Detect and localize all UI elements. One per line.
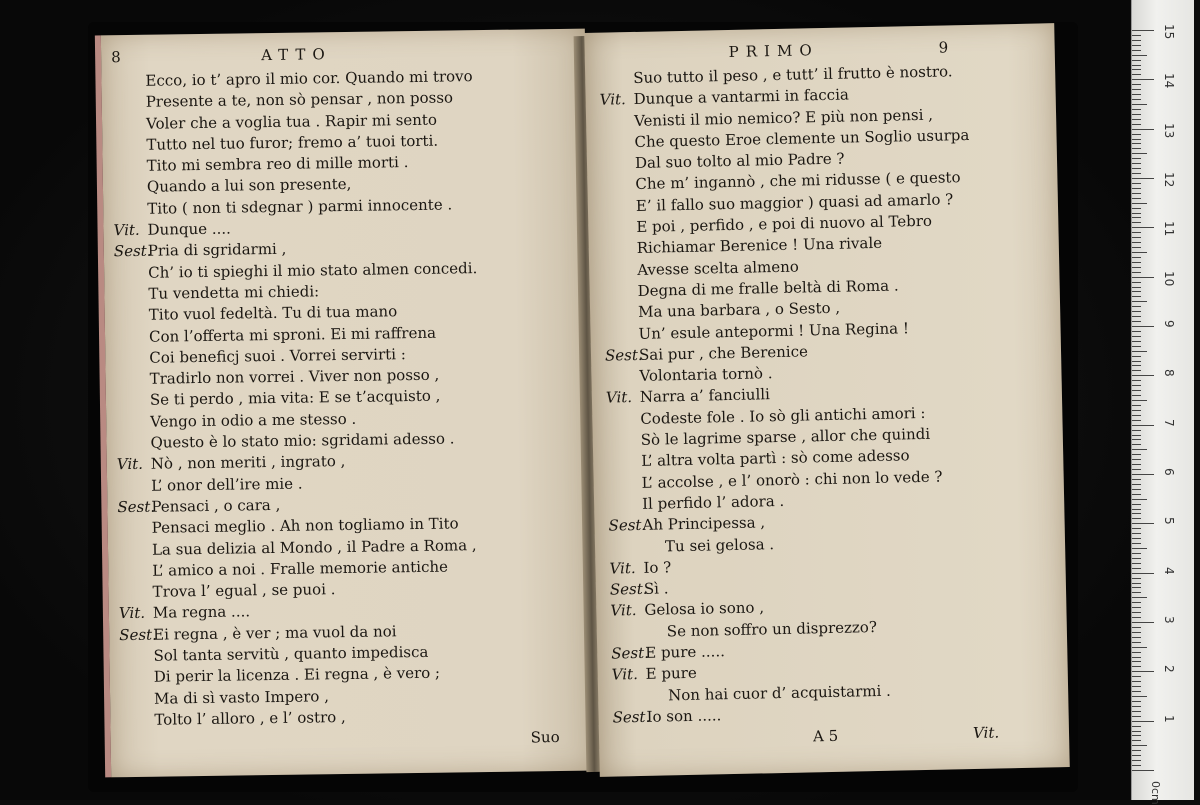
verse-text: Ah Principessa , [642,514,765,535]
verse-text: Tradirlo non vorrei . Viver non posso , [150,366,440,388]
verse-text: Sol tanta servitù , quanto impedisca [153,643,428,665]
ruler-tick [1132,119,1141,120]
verse-text: Voler che a voglia tua . Rapir mi sento [146,110,437,132]
ruler-tick [1132,573,1154,574]
speaker-indent [604,296,638,297]
speaker-indent [600,126,634,127]
ruler-tick [1132,543,1141,544]
ruler-tick [1132,306,1141,307]
speaker-indent [601,147,635,148]
verse-text: Degna di me fralle beltà di Roma . [637,276,898,299]
verse-text: Sai pur , che Berenice [639,342,808,364]
ruler-tick [1132,104,1147,105]
ruler-tick [1132,563,1141,564]
ruler-tick [1132,681,1141,682]
ruler-tick [1132,494,1141,495]
ruler-tick [1132,222,1141,223]
ruler-number: 5 [1162,517,1176,525]
speaker-label: Sest. [611,643,645,665]
ruler-tick [1132,538,1141,539]
right-page [584,23,1069,777]
ruler-tick [1132,203,1147,204]
ruler-tick [1132,553,1141,554]
ruler-tick [1132,375,1154,376]
ruler-number: 9 [1162,320,1176,328]
verse-text: Ei regna , è ver ; ma vuol da noi [153,622,397,643]
speaker-indent [608,488,642,489]
ruler-tick [1132,148,1141,149]
ruler-tick [1132,592,1141,593]
speaker-indent [603,253,637,254]
verse-text: Coi beneficj suoi . Vorrei servirti : [149,345,406,367]
verse-text: Di perir la licenza . Ei regna , è vero ; [154,664,440,686]
ruler-tick [1132,464,1141,465]
ruler-tick [1132,518,1141,519]
ruler-tick [1132,627,1141,628]
ruler-tick [1132,351,1147,352]
speaker-label: Vit. [113,220,147,242]
ruler-tick [1132,459,1141,460]
ruler-tick [1132,637,1141,638]
ruler-number: 14 [1162,73,1176,88]
verse-text: Nò , non meriti , ingrato , [151,452,346,473]
ruler-tick [1132,731,1141,732]
right-signature: A 5 [813,726,839,748]
ruler-tick [1132,415,1141,416]
ruler-tick [1132,528,1141,529]
ruler-tick [1132,647,1147,648]
ruler-tick [1132,558,1141,559]
ruler-tick [1132,607,1141,608]
left-running-head: ATTO [261,44,332,66]
speaker-indent [599,83,633,84]
verse-text: Vengo in odio a me stesso . [150,410,356,431]
ruler-tick [1132,361,1141,362]
ruler-tick [1132,188,1141,189]
ruler-tick [1132,55,1147,56]
verse-text: E pure ..... [645,642,725,662]
ruler-tick [1132,282,1141,283]
speaker-indent [602,189,636,190]
verse-text: Narra a’ fanciulli [640,386,770,407]
speaker-label: Vit. [117,454,151,476]
ruler-tick [1132,89,1141,90]
ruler-tick [1132,686,1141,687]
ruler-tick [1132,326,1154,327]
ruler-tick [1132,612,1141,613]
ruler-number: 2 [1162,665,1176,673]
verse-text: Ch’ io ti spieghi il mio stato almen concedi. [148,259,477,282]
ruler-tick [1132,499,1147,500]
verse-text: Quando a lui son presente, [147,175,352,196]
verse-text: Dal suo tolto al mio Padre ? [635,150,845,172]
ruler-tick [1132,227,1154,228]
ruler-tick [1132,410,1141,411]
verse-text: Codeste fole . Io sò gli antichi amori : [640,404,925,428]
ruler-tick [1132,30,1154,31]
verse-text: La sua delizia al Mondo , il Padre a Roma , [152,536,477,559]
left-page-text [111,41,583,756]
verse-text: Se ti perdo , mia vita: E se t’acquisto , [150,387,441,409]
ruler-tick [1132,296,1141,297]
ruler-tick [1132,750,1141,751]
verse-text: Non hai cuor d’ acquistarmi . [668,681,891,704]
left-catchword: Suo [531,727,560,749]
ruler-tick [1132,129,1154,130]
ruler-tick [1132,242,1141,243]
verse-text: E poi , perfido , e poi di nuovo al Tebro [636,212,932,236]
ruler-tick [1132,390,1141,391]
ruler-tick [1132,35,1141,36]
ruler-tick [1132,676,1141,677]
right-page-number: 9 [938,37,948,58]
verse-text: Pensaci meglio . Ah non togliamo in Tito [152,515,459,537]
verse-text: Gelosa io sono , [644,599,764,620]
speaker-label: Vit. [119,603,153,625]
ruler-tick [1132,341,1141,342]
ruler-tick [1132,740,1141,741]
ruler-tick [1132,474,1154,475]
verse-text: Io son ..... [646,706,721,726]
verse-text: Trova l’ egual , se puoi . [152,580,335,601]
ruler-tick [1132,385,1141,386]
ruler-tick [1132,45,1141,46]
speaker-indent [605,338,639,339]
ruler-tick [1132,94,1141,95]
speaker-label: Vit. [612,664,646,686]
verse-text: Dunque .... [147,220,231,239]
speaker-indent [606,381,640,382]
speaker-label: Vit. [609,558,643,580]
verse-text: Suo tutto il peso , e tutt’ il frutto è nostro. [633,62,953,87]
ruler-number: 12 [1162,172,1176,187]
verse-text: Tu vendetta mi chiedi: [148,282,319,302]
ruler-tick [1132,642,1141,643]
ruler-tick [1132,484,1141,485]
ruler-tick [1132,247,1141,248]
speaker-label: Vit. [599,89,633,111]
speaker-indent [602,211,636,212]
ruler-tick [1132,706,1141,707]
ruler-tick [1132,168,1141,169]
ruler-tick [1132,513,1141,514]
ruler-number: 15 [1162,24,1176,39]
ruler-tick [1132,622,1154,623]
verse-text: Richiamar Berenice ! Una rivale [637,234,883,257]
verse-text: Presente a te, non sò pensar , non posso [146,89,453,111]
ruler-tick [1132,183,1141,184]
verse-text: Avesse scelta almeno [637,257,799,278]
ruler-unit-label: 0cm [1149,781,1162,805]
ruler-tick [1132,405,1141,406]
ruler-number: 3 [1162,616,1176,624]
ruler-tick [1132,587,1141,588]
verse-text: Il perfido l’ adora . [642,492,784,513]
ruler-tick [1132,479,1141,480]
ruler-number: 7 [1162,419,1176,427]
ruler-number: 6 [1162,468,1176,476]
verse-text: Tolto l’ alloro , e l’ ostro , [154,708,346,729]
speaker-label: Vit. [610,600,644,622]
ruler-tick [1132,321,1141,322]
ruler-tick [1132,134,1141,135]
ruler-tick [1132,602,1141,603]
ruler-tick [1132,597,1147,598]
ruler-tick [1132,395,1141,396]
left-page-number: 8 [111,47,121,68]
ruler-tick [1132,721,1154,722]
speaker-label: Sest. [114,241,148,263]
ruler-tick [1132,124,1141,125]
verse-text: Tu sei gelosa . [665,535,774,555]
ruler-tick [1132,449,1147,450]
ruler-tick [1132,356,1141,357]
ruler-tick [1132,252,1147,253]
ruler-tick [1132,701,1141,702]
ruler-tick [1132,65,1141,66]
verse-text: Volontaria tornò . [639,364,772,385]
ruler-tick [1132,365,1141,366]
verse-text: Ecco, io t’ apro il mio cor. Quando mi trovo [145,67,472,90]
verse-text: Venisti il mio nemico? E più non pensi , [634,105,933,129]
verse-text: Pria di sgridarmi , [148,240,287,260]
ruler-tick [1132,696,1147,697]
ruler-tick [1132,193,1141,194]
speaker-label: Sest. [605,345,639,367]
ruler-tick [1132,69,1141,70]
ruler-tick [1132,316,1141,317]
verse-text: Ma di sì vasto Impero , [154,687,329,707]
ruler-tick [1132,568,1141,569]
ruler-tick [1132,578,1141,579]
speaker-label: Sest. [119,624,153,646]
ruler-tick [1132,208,1141,209]
ruler-tick [1132,370,1141,371]
ruler-tick [1132,311,1141,312]
verse-text: Se non soffro un disprezzo? [667,618,877,640]
verse-text: E’ il fallo suo maggior ) quasi ad amarlo ? [636,190,954,215]
ruler-tick [1132,454,1141,455]
right-running-head: PRIMO [728,40,818,63]
verse-text: E pure [646,664,697,683]
left-page-lines [111,65,582,732]
ruler-tick [1132,99,1141,100]
ruler-tick [1132,691,1141,692]
ruler-tick [1132,745,1147,746]
speaker-label: Sest. [608,515,642,537]
verse-text: Tito ( non ti sdegnar ) parmi innocente . [147,195,452,217]
ruler-tick [1132,444,1141,445]
speaker-label: Sest. [610,579,644,601]
verse-text: L’ altra volta partì : sò come adesso [641,447,910,471]
right-page-lines [599,59,1061,728]
ruler-tick [1132,109,1141,110]
ruler-tick [1132,178,1154,179]
ruler-tick [1132,163,1141,164]
ruler-tick [1132,489,1141,490]
verse-text: Tito mi sembra reo di mille morti . [147,153,409,175]
ruler-tick [1132,232,1141,233]
ruler-tick [1132,173,1141,174]
verse-text: Io ? [643,558,671,577]
ruler-tick [1132,301,1147,302]
ruler-tick [1132,671,1154,672]
ruler-tick [1132,548,1147,549]
verse-text: L’ accolse , e l’ onorò : chi non lo vede ? [641,467,942,491]
ruler-tick [1132,711,1141,712]
ruler-tick [1132,217,1141,218]
ruler-tick [1132,504,1141,505]
ruler-tick [1132,114,1141,115]
verse-text: Con l’offerta mi sproni. Ei mi raffrena [149,323,436,345]
ruler-number: 11 [1162,221,1176,236]
speaker-indent [608,509,642,510]
ruler-tick [1132,533,1141,534]
ruler-tick [1132,469,1141,470]
ruler-tick [1132,158,1141,159]
verse-text: L’ onor dell’ire mie . [151,474,303,494]
ruler-tick [1132,291,1141,292]
right-catchword: Vit. [973,723,1000,745]
ruler-number: 8 [1162,369,1176,377]
speaker-label: Sest. [612,707,646,729]
left-page [95,29,595,778]
ruler-tick [1132,425,1154,426]
ruler-tick [1132,435,1141,436]
measuring-ruler [1131,0,1194,800]
ruler-tick [1132,760,1141,761]
ruler-tick [1132,617,1141,618]
ruler-tick [1132,287,1141,288]
verse-text: Ma regna .... [153,603,250,622]
speaker-indent [612,700,646,701]
ruler-tick [1132,74,1141,75]
verse-text: Che questo Eroe clemente un Soglio usurpa [634,126,969,151]
ruler-tick [1132,213,1141,214]
verse-text: Che m’ ingannò , che mi ridusse ( e questo [635,169,960,194]
ruler-number: 1 [1162,715,1176,723]
ruler-tick [1132,153,1147,154]
ruler-tick [1132,272,1141,273]
ruler-tick [1132,509,1141,510]
verse-text: Tutto nel tuo furor; fremo a’ tuoi torti. [146,132,438,154]
verse-text: Sì . [644,579,669,598]
ruler-tick [1132,267,1141,268]
speaker-label: Vit. [606,387,640,409]
ruler-tick [1132,770,1154,771]
ruler-tick [1132,523,1154,524]
speaker-indent [607,445,641,446]
speaker-indent [606,424,640,425]
ruler-tick [1132,735,1141,736]
left-page-footer [121,727,583,755]
speaker-indent [602,232,636,233]
verse-text: Sò le lagrime sparse , allor che quindi [641,425,931,449]
ruler-tick [1132,661,1141,662]
ruler-tick [1132,84,1141,85]
ruler-tick [1132,50,1141,51]
ruler-tick [1132,420,1141,421]
ruler-tick [1132,583,1141,584]
verse-text: Tito vuol fedeltà. Tu di tua mano [149,303,398,324]
ruler-tick [1132,439,1141,440]
ruler-tick [1132,632,1141,633]
speaker-indent [604,317,638,318]
verse-text: Questo è lo stato mio: sgridami adesso . [150,430,454,452]
ruler-tick [1132,726,1141,727]
ruler-tick [1132,331,1141,332]
speaker-indent [611,637,645,638]
ruler-number: 4 [1162,567,1176,575]
speaker-indent [607,466,641,467]
ruler-tick [1132,257,1141,258]
verse-text: Dunque a vantarmi in faccia [633,86,849,109]
ruler-tick [1132,755,1141,756]
ruler-tick [1132,262,1141,263]
ruler-tick [1132,666,1141,667]
verse-text: Ma una barbara , o Sesto , [638,299,840,321]
ruler-tick [1132,380,1141,381]
ruler-tick [1132,657,1141,658]
verse-text: Pensaci , o cara , [151,496,280,516]
speaker-indent [603,275,637,276]
ruler-tick [1132,765,1141,766]
ruler-tick [1132,143,1141,144]
ruler-tick [1132,60,1141,61]
right-page-text [599,35,1062,752]
ruler-tick [1132,716,1141,717]
ruler-tick [1132,277,1154,278]
ruler-tick [1132,652,1141,653]
speaker-label: Sest. [117,497,151,519]
verse-text: L’ amico a noi . Fralle memorie antiche [152,557,448,579]
verse-text: Un’ esule antepormi ! Una Regina ! [638,319,909,343]
ruler-tick [1132,198,1141,199]
ruler-tick [1132,430,1141,431]
ruler-tick [1132,139,1141,140]
ruler-tick [1132,237,1141,238]
ruler-tick [1132,346,1141,347]
ruler-tick [1132,336,1141,337]
speaker-indent [601,168,635,169]
ruler-number: 13 [1162,123,1176,138]
ruler-tick [1132,400,1147,401]
ruler-number: 10 [1162,271,1176,286]
ruler-tick [1132,79,1154,80]
ruler-tick [1132,40,1141,41]
speaker-indent [609,551,643,552]
